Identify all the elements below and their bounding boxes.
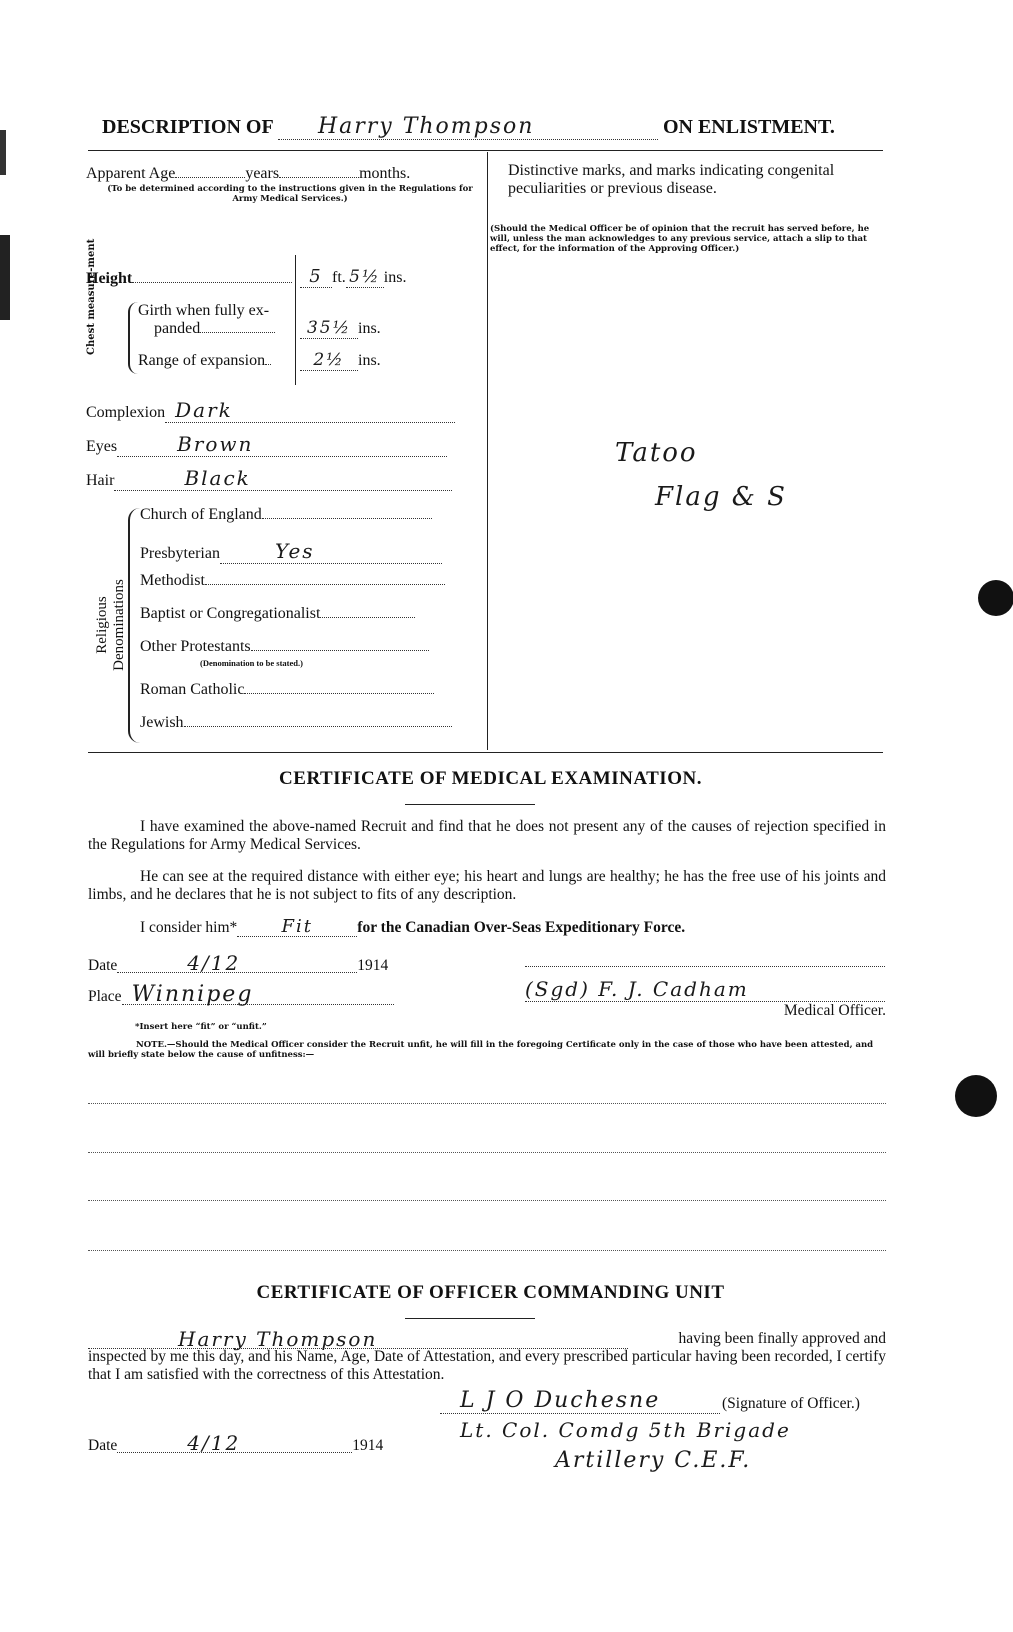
inner-divider	[295, 255, 296, 385]
medical-date-row: Date 4/12 1914	[88, 951, 389, 975]
eyes-value: Brown	[117, 432, 447, 457]
title-underline	[405, 1318, 535, 1319]
age-note: (To be determined according to the instructions given in the Regulations for Army Medical Services.)	[107, 184, 473, 204]
commanding-recruit-name: Harry Thompson	[88, 1330, 628, 1349]
signature-line-top	[525, 966, 885, 967]
distinctive-marks-value-2: Flag & S	[655, 482, 787, 512]
religion-brace	[128, 508, 140, 743]
document-header	[102, 114, 872, 140]
religion-item: Baptist or Congregationalist	[140, 605, 462, 638]
years-label: years	[245, 165, 280, 182]
punch-hole	[978, 580, 1013, 616]
recruit-name: Harry Thompson	[278, 114, 658, 140]
column-divider	[487, 152, 488, 750]
height-value-row	[300, 266, 406, 288]
height-row	[86, 270, 292, 288]
medical-para-2: He can see at the required distance with either eye; his heart and lungs are healthy; he has the free use of his joints and limbs, and he declares that he is not subject to fits of any description.	[88, 868, 886, 903]
unfitness-line	[88, 1250, 886, 1251]
unfitness-line	[88, 1200, 886, 1201]
distinctive-marks-value-1: Tatoo	[615, 438, 698, 468]
medical-officer-label: Medical Officer.	[783, 1002, 886, 1019]
religion-item: Presbyterian Yes	[140, 539, 462, 572]
hair-row	[86, 466, 461, 491]
distinctive-marks-heading: Distinctive marks, and marks indicating congenital peculiarities or previous disease.	[508, 162, 835, 197]
height-feet: 5	[300, 266, 332, 288]
medical-date-value: 4/12	[117, 954, 357, 973]
eyes-label: Eyes	[86, 438, 118, 455]
commanding-date-row: Date 4/12 1914	[88, 1431, 384, 1455]
medical-certificate-title: CERTIFICATE OF MEDICAL EXAMINATION.	[279, 768, 702, 789]
eyes-row	[86, 432, 461, 457]
signature-of-officer-label: (Signature of Officer.)	[722, 1395, 860, 1412]
unfit-note: NOTE.—Should the Medical Officer consider the Recruit unfit, he will fill in the foregoing Certificate only in the case of those who have been attested, and will briefly state below the cause of unfitness:—	[88, 1040, 874, 1060]
range-row	[138, 352, 271, 370]
commanding-rank-line-2: Artillery C.E.F.	[555, 1448, 752, 1473]
religion-item: Jewish	[140, 714, 462, 747]
height-inches: 5½	[346, 267, 384, 288]
section-divider	[88, 752, 883, 753]
religion-group-label: Religious Denominations	[94, 579, 127, 671]
medical-place-value: Winnipeg	[122, 986, 394, 1005]
distinctive-marks-note: (Should the Medical Officer be of opinion that the recruit has served before, he will, unless the man acknowledges to any previous service, attach a slip to that effect, for the information of the Approving Officer.)	[490, 224, 870, 254]
chest-label: Chest measure-ment	[86, 238, 97, 355]
age-months-field	[279, 177, 359, 178]
commanding-certificate-title: CERTIFICATE OF OFFICER COMMANDING UNIT	[256, 1282, 725, 1303]
girth-label-2: panded	[154, 320, 201, 337]
punch-hole	[955, 1075, 997, 1117]
unfitness-line	[88, 1103, 886, 1104]
chest-brace	[128, 302, 138, 374]
commanding-name-row: Harry Thompson having been finally approved and	[88, 1330, 886, 1351]
medical-para-1: I have examined the above-named Recruit and find that he does not present any of the causes of rejection specified in the Regulations for Army Medical Services.	[88, 818, 886, 853]
girth-label-1: Girth when fully ex-	[138, 302, 270, 319]
hair-value: Black	[114, 466, 452, 491]
margin-artifact	[0, 130, 6, 175]
other-denomination-note: (Denomination to be stated.)	[200, 658, 303, 668]
complexion-value: Dark	[165, 398, 455, 423]
ins-label: ins.	[383, 269, 407, 286]
commanding-officer-signature: L J O Duchesne	[440, 1388, 720, 1414]
age-years-field	[175, 177, 245, 178]
header-suffix: ON ENLISTMENT.	[662, 116, 835, 138]
commanding-para: inspected by me this day, and his Name, Age, Date of Attestation, and every prescribed particular having been recorded, I certify that I am satisfied with the correctness of this Attestation.	[88, 1348, 886, 1383]
complexion-label: Complexion	[86, 404, 166, 421]
apparent-age-label: Apparent Age	[86, 165, 176, 182]
complexion-row	[86, 398, 461, 423]
commanding-year: 1914	[352, 1437, 384, 1454]
title-underline	[405, 804, 535, 805]
apparent-age-row	[86, 165, 471, 183]
insert-note: *Insert here “fit” or “unfit.”	[135, 1022, 267, 1032]
unfitness-line	[88, 1152, 886, 1153]
header-prefix: DESCRIPTION OF	[102, 116, 273, 138]
commanding-rank-line-1: Lt. Col. Comdg 5th Brigade	[460, 1418, 791, 1442]
range-label: Range of expansion	[138, 352, 266, 369]
consider-row: I consider him* Fit for the Canadian Over-Seas Expeditionary Force.	[140, 916, 686, 937]
medical-year: 1914	[357, 957, 389, 974]
range-value: 2½	[300, 350, 358, 371]
girth-row	[138, 302, 275, 338]
hair-label: Hair	[86, 472, 115, 489]
medical-place-row: Place Winnipeg	[88, 986, 394, 1006]
height-label: Height	[86, 270, 133, 287]
religion-item: Methodist	[140, 572, 462, 605]
religion-item: Other Protestants	[140, 638, 462, 658]
months-label: months.	[359, 165, 411, 182]
religion-item: Roman Catholic	[140, 681, 462, 714]
religion-presbyterian-value: Yes	[220, 539, 442, 564]
header-divider	[88, 150, 883, 151]
religion-item: Church of England	[140, 506, 462, 539]
girth-value: 35½	[300, 318, 358, 339]
religion-list	[140, 506, 462, 747]
margin-artifact	[0, 235, 10, 320]
girth-value-row: 35½ ins.	[300, 318, 381, 339]
medical-officer-signature: (Sgd) F. J. Cadham	[525, 977, 885, 1002]
commanding-date-value: 4/12	[117, 1434, 352, 1453]
ft-label: ft.	[332, 269, 346, 286]
range-value-row: 2½ ins.	[300, 350, 381, 371]
fit-value: Fit	[237, 918, 357, 937]
